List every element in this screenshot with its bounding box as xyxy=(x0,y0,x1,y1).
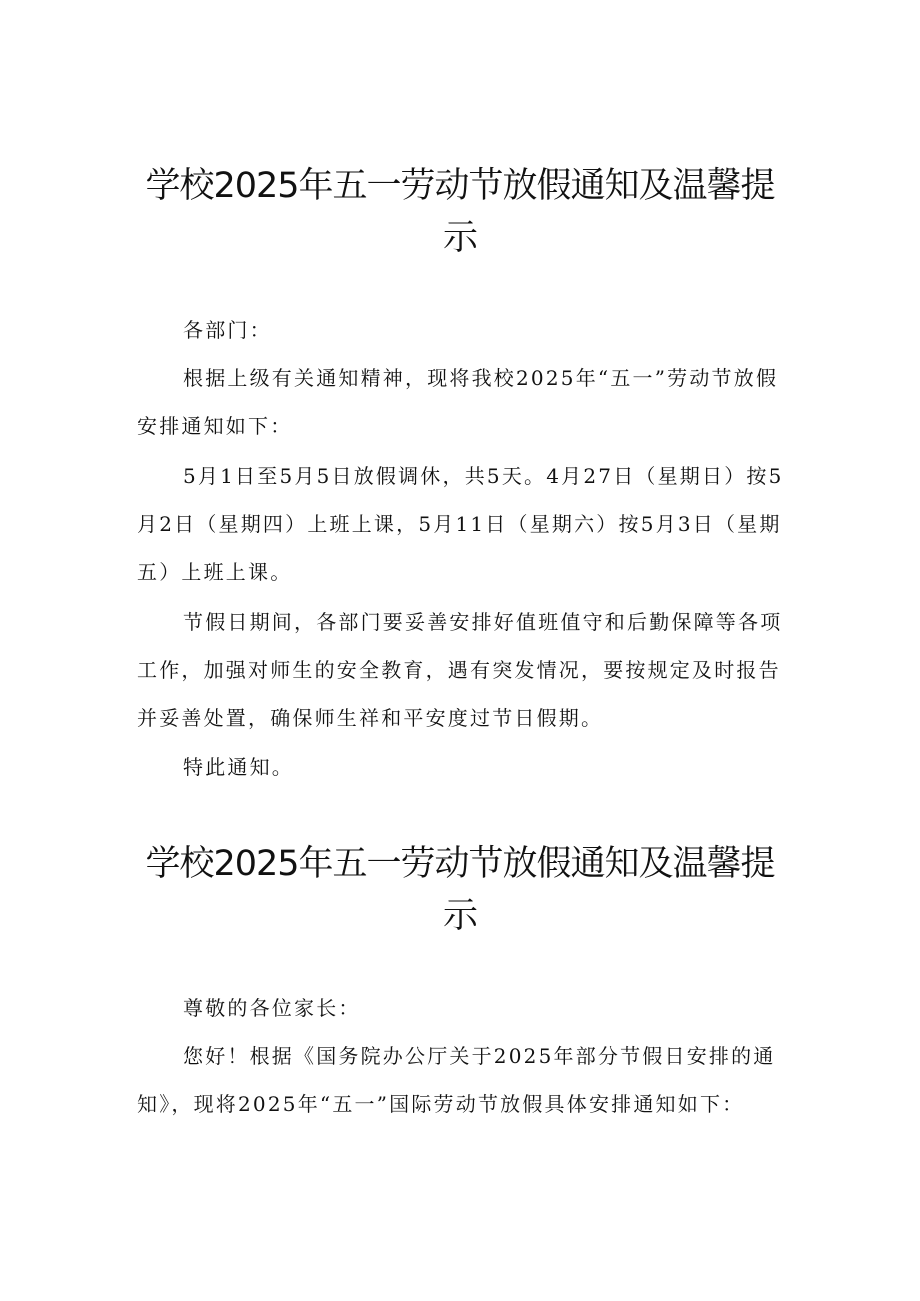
notice-title-1 xyxy=(135,160,785,264)
closing-line: 特此通知。 xyxy=(183,755,294,779)
notice-title-2-line2: 示 xyxy=(442,896,477,936)
holiday-dates-paragraph: 5月1日至5月5日放假调休，共5天。4月27日（星期日）按5月2日（星期四）上班上课，5月11日（星期六）按5月3日（星期五）上班上课。 xyxy=(137,464,784,584)
notice-title-2 xyxy=(135,838,785,942)
greeting-departments: 各部门： xyxy=(183,318,272,342)
intro-paragraph-2: 您好！根据《国务院办公厅关于2025年部分节假日安排的通知》，现将2025年“五一”国际劳动节放假具体安排通知如下： xyxy=(137,1044,776,1116)
greeting-parents: 尊敬的各位家长： xyxy=(183,996,361,1020)
intro-paragraph-1: 根据上级有关通知精神，现将我校2025年“五一”劳动节放假安排通知如下： xyxy=(137,366,779,438)
notice-title-1-line1: 学校2025年五一劳动节放假通知及温馨提 xyxy=(145,166,775,206)
notice-title-1-line2: 示 xyxy=(442,218,477,258)
duty-paragraph: 节假日期间，各部门要妥善安排好值班值守和后勤保障等各项工作，加强对师生的安全教育，遇有突发情况，要按规定及时报告并妥善处置，确保师生祥和平安度过节日假期。 xyxy=(137,610,783,730)
notice-title-2-line1: 学校2025年五一劳动节放假通知及温馨提 xyxy=(145,844,775,884)
